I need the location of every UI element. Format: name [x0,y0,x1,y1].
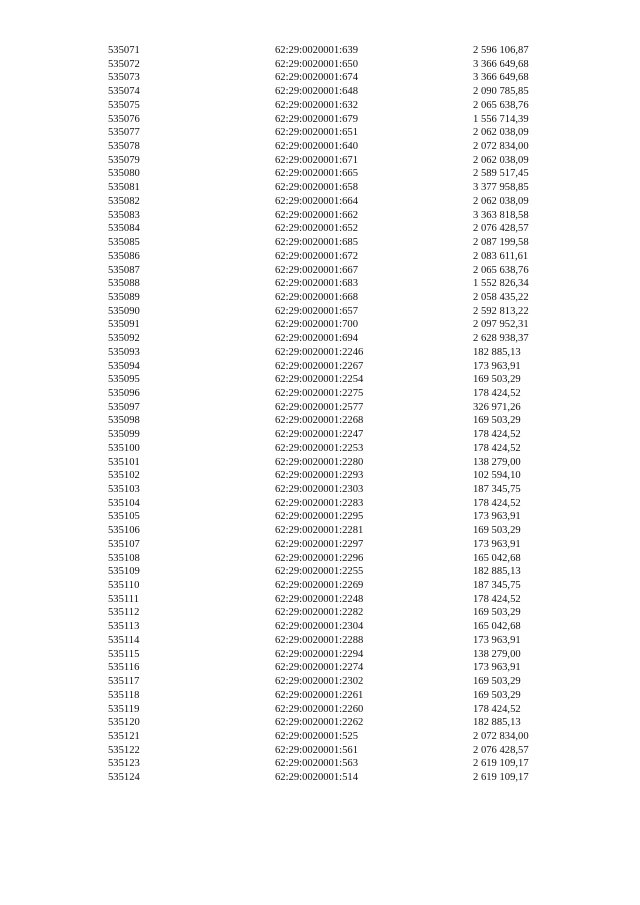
row-number-cell: 535074 [108,86,140,98]
table-row [108,209,548,223]
table-row [108,689,548,703]
cadastral-value-cell: 2 065 638,76 [473,264,529,276]
row-number-cell: 535084 [108,223,140,235]
cadastral-number-cell: 62:29:0020001:2255 [275,566,364,578]
table-row [108,401,548,415]
table-row [108,552,548,566]
table-row [108,771,548,785]
table-row [108,126,548,140]
cadastral-number-cell: 62:29:0020001:2304 [275,621,364,633]
cadastral-number-cell: 62:29:0020001:525 [275,730,358,742]
table-row [108,469,548,483]
cadastral-value-cell: 2 065 638,76 [473,99,529,111]
row-number-cell: 535123 [108,758,140,770]
row-number-cell: 535103 [108,484,140,495]
row-number-cell: 535083 [108,209,140,221]
cadastral-value-cell: 169 503,29 [473,525,521,537]
cadastral-value-cell: 3 377 958,85 [473,182,529,194]
cadastral-number-cell: 62:29:0020001:2577 [275,401,364,413]
row-number-cell: 535118 [108,689,140,701]
cadastral-number-cell: 62:29:0020001:667 [275,264,358,276]
cadastral-number-cell: 62:29:0020001:514 [275,772,358,784]
cadastral-number-cell: 62:29:0020001:563 [275,758,358,770]
cadastral-number-cell: 62:29:0020001:2293 [275,470,364,482]
cadastral-number-cell: 62:29:0020001:2282 [275,607,364,619]
table-row [108,264,548,278]
cadastral-value-cell: 169 503,29 [473,689,521,701]
row-number-cell: 535094 [108,360,140,372]
cadastral-value-cell: 165 042,68 [473,621,521,633]
table-row [108,291,548,305]
cadastral-value-cell: 169 503,29 [473,607,521,619]
row-number-cell: 535108 [108,552,140,564]
cadastral-value-cell: 2 076 428,57 [473,223,529,235]
row-number-cell: 535114 [108,634,140,646]
cadastral-number-cell: 62:29:0020001:2275 [275,387,364,399]
cadastral-value-cell: 182 885,13 [473,566,521,578]
table-row [108,140,548,154]
table-row [108,167,548,181]
cadastral-value-cell: 2 062 038,09 [473,154,529,166]
cadastral-number-cell: 62:29:0020001:668 [275,291,358,303]
table-row [108,360,548,374]
cadastral-number-cell: 62:29:0020001:2269 [275,580,364,592]
table-row [108,428,548,442]
row-number-cell: 535078 [108,141,140,153]
row-number-cell: 535091 [108,319,140,331]
row-number-cell: 535075 [108,99,140,111]
cadastral-number-cell: 62:29:0020001:683 [275,278,358,290]
cadastral-number-cell: 62:29:0020001:700 [275,319,358,331]
cadastral-value-cell: 2 619 109,17 [473,758,529,770]
cadastral-number-cell: 62:29:0020001:2261 [275,689,364,701]
row-number-cell: 535071 [108,45,140,56]
row-number-cell: 535105 [108,511,140,523]
row-number-cell: 535106 [108,525,140,537]
cadastral-value-cell: 173 963,91 [473,634,521,646]
cadastral-number-cell: 62:29:0020001:2253 [275,442,364,454]
table-row [108,277,548,291]
cadastral-number-cell: 62:29:0020001:658 [275,182,358,194]
cadastral-number-cell: 62:29:0020001:2295 [275,511,364,523]
table-row [108,483,548,497]
cadastral-value-cell: 173 963,91 [473,538,521,550]
cadastral-value-cell: 2 592 813,22 [473,305,529,317]
row-number-cell: 535097 [108,401,140,413]
cadastral-number-cell: 62:29:0020001:650 [275,58,358,70]
table-row [108,524,548,538]
table-row [108,744,548,758]
cadastral-value-cell: 138 279,00 [473,456,521,468]
table-row [108,99,548,113]
cadastral-value-cell: 187 345,75 [473,580,521,592]
table-row [108,730,548,744]
cadastral-number-cell: 62:29:0020001:2302 [275,676,364,688]
row-number-cell: 535099 [108,429,140,441]
row-number-cell: 535076 [108,113,140,125]
cadastral-value-cell: 182 885,13 [473,717,521,729]
cadastral-number-cell: 62:29:0020001:662 [275,209,358,221]
row-number-cell: 535073 [108,72,140,84]
cadastral-value-cell: 2 083 611,61 [473,250,529,262]
cadastral-value-cell: 3 363 818,58 [473,209,529,221]
cadastral-value-cell: 178 424,52 [473,442,521,454]
cadastral-number-cell: 62:29:0020001:2280 [275,456,364,468]
cadastral-number-cell: 62:29:0020001:640 [275,141,358,153]
table-row [108,373,548,387]
cadastral-number-cell: 62:29:0020001:674 [275,72,358,84]
cadastral-number-cell: 62:29:0020001:2262 [275,717,364,729]
cadastral-number-cell: 62:29:0020001:657 [275,305,358,317]
row-number-cell: 535111 [108,593,139,605]
cadastral-number-cell: 62:29:0020001:652 [275,223,358,235]
table-row [108,703,548,717]
table-row [108,113,548,127]
table-row [108,675,548,689]
cadastral-number-cell: 62:29:0020001:2267 [275,360,364,372]
cadastral-value-cell: 1 552 826,34 [473,278,529,290]
row-number-cell: 535089 [108,291,140,303]
table-row [108,565,548,579]
cadastral-value-cell: 2 628 938,37 [473,333,529,345]
cadastral-value-cell: 2 619 109,17 [473,772,529,784]
table-row [108,318,548,332]
cadastral-value-cell: 2 090 785,85 [473,86,529,98]
cadastral-value-cell: 173 963,91 [473,511,521,523]
row-number-cell: 535087 [108,264,140,276]
table-row [108,387,548,401]
cadastral-value-cell: 2 087 199,58 [473,237,529,249]
cadastral-value-cell: 173 963,91 [473,662,521,674]
table-row [108,85,548,99]
table-row [108,346,548,360]
cadastral-value-cell: 182 885,13 [473,346,521,358]
cadastral-value-cell: 169 503,29 [473,374,521,386]
table-row [108,593,548,607]
row-number-cell: 535107 [108,538,140,550]
row-number-cell: 535116 [108,662,140,674]
cadastral-value-cell: 169 503,29 [473,415,521,427]
cadastral-value-cell: 2 062 038,09 [473,127,529,139]
row-number-cell: 535098 [108,415,140,427]
cadastral-number-cell: 62:29:0020001:639 [275,45,358,56]
cadastral-number-cell: 62:29:0020001:561 [275,744,358,756]
cadastral-value-cell: 173 963,91 [473,360,521,372]
table-row [108,414,548,428]
cadastral-number-cell: 62:29:0020001:665 [275,168,358,180]
table-row [108,510,548,524]
cadastral-number-cell: 62:29:0020001:2260 [275,703,364,715]
cadastral-number-cell: 62:29:0020001:2283 [275,497,364,509]
cadastral-number-cell: 62:29:0020001:2254 [275,374,364,386]
cadastral-number-cell: 62:29:0020001:679 [275,113,358,125]
cadastral-number-cell: 62:29:0020001:2246 [275,346,364,358]
cadastral-value-cell: 2 589 517,45 [473,168,529,180]
table-row [108,58,548,72]
cadastral-value-cell: 2 097 952,31 [473,319,529,331]
cadastral-value-cell: 187 345,75 [473,484,521,495]
table-row [108,716,548,730]
row-number-cell: 535119 [108,703,140,715]
table-row [108,648,548,662]
table-row [108,442,548,456]
cadastral-value-cell: 3 366 649,68 [473,72,529,84]
cadastral-number-cell: 62:29:0020001:672 [275,250,358,262]
table-row [108,222,548,236]
cadastral-number-cell: 62:29:0020001:2303 [275,484,364,495]
table-row [108,181,548,195]
row-number-cell: 535110 [108,580,140,592]
cadastral-value-cell: 2 062 038,09 [473,195,529,207]
cadastral-number-cell: 62:29:0020001:632 [275,99,358,111]
row-number-cell: 535102 [108,470,140,482]
cadastral-value-cell: 138 279,00 [473,648,521,660]
table-row [108,620,548,634]
row-number-cell: 535088 [108,278,140,290]
cadastral-value-cell: 2 072 834,00 [473,730,529,742]
table-row [108,236,548,250]
cadastral-value-cell: 2 058 435,22 [473,291,529,303]
row-number-cell: 535104 [108,497,140,509]
cadastral-value-cell: 102 594,10 [473,470,521,482]
row-number-cell: 535079 [108,154,140,166]
cadastral-value-cell: 178 424,52 [473,429,521,441]
table-row [108,456,548,470]
table-row [108,332,548,346]
row-number-cell: 535113 [108,621,140,633]
table-row [108,606,548,620]
cadastral-number-cell: 62:29:0020001:2297 [275,538,364,550]
row-number-cell: 535085 [108,237,140,249]
row-number-cell: 535095 [108,374,140,386]
cadastral-number-cell: 62:29:0020001:2281 [275,525,364,537]
row-number-cell: 535109 [108,566,140,578]
cadastral-number-cell: 62:29:0020001:2296 [275,552,364,564]
cadastral-number-cell: 62:29:0020001:685 [275,237,358,249]
cadastral-number-cell: 62:29:0020001:2288 [275,634,364,646]
table-row [108,634,548,648]
cadastral-value-cell: 178 424,52 [473,593,521,605]
row-number-cell: 535092 [108,333,140,345]
table-row [108,497,548,511]
cadastral-number-cell: 62:29:0020001:694 [275,333,358,345]
row-number-cell: 535093 [108,346,140,358]
table-row [108,71,548,85]
table-row [108,579,548,593]
cadastral-value-table [108,44,548,785]
cadastral-value-cell: 178 424,52 [473,387,521,399]
cadastral-number-cell: 62:29:0020001:2248 [275,593,364,605]
table-row [108,538,548,552]
row-number-cell: 535122 [108,744,140,756]
row-number-cell: 535080 [108,168,140,180]
row-number-cell: 535112 [108,607,140,619]
row-number-cell: 535121 [108,730,140,742]
table-row [108,154,548,168]
row-number-cell: 535117 [108,676,140,688]
cadastral-value-cell: 3 366 649,68 [473,58,529,70]
row-number-cell: 535081 [108,182,140,194]
row-number-cell: 535120 [108,717,140,729]
row-number-cell: 535115 [108,648,140,660]
row-number-cell: 535077 [108,127,140,139]
cadastral-value-cell: 1 556 714,39 [473,113,529,125]
table-row [108,661,548,675]
cadastral-value-cell: 169 503,29 [473,676,521,688]
cadastral-value-cell: 165 042,68 [473,552,521,564]
row-number-cell: 535090 [108,305,140,317]
cadastral-number-cell: 62:29:0020001:671 [275,154,358,166]
table-row [108,757,548,771]
row-number-cell: 535124 [108,772,140,784]
row-number-cell: 535096 [108,387,140,399]
cadastral-value-cell: 326 971,26 [473,401,521,413]
cadastral-value-cell: 178 424,52 [473,703,521,715]
cadastral-number-cell: 62:29:0020001:2268 [275,415,364,427]
row-number-cell: 535082 [108,195,140,207]
cadastral-value-cell: 2 072 834,00 [473,141,529,153]
table-row [108,305,548,319]
cadastral-value-cell: 2 596 106,87 [473,45,529,56]
cadastral-value-cell: 178 424,52 [473,497,521,509]
row-number-cell: 535072 [108,58,140,70]
cadastral-number-cell: 62:29:0020001:651 [275,127,358,139]
cadastral-number-cell: 62:29:0020001:2294 [275,648,364,660]
row-number-cell: 535101 [108,456,140,468]
table-row [108,195,548,209]
table-row [108,250,548,264]
row-number-cell: 535100 [108,442,140,454]
cadastral-number-cell: 62:29:0020001:648 [275,86,358,98]
row-number-cell: 535086 [108,250,140,262]
cadastral-value-cell: 2 076 428,57 [473,744,529,756]
cadastral-number-cell: 62:29:0020001:2274 [275,662,364,674]
table-body [108,44,548,785]
cadastral-number-cell: 62:29:0020001:664 [275,195,358,207]
cadastral-number-cell: 62:29:0020001:2247 [275,429,364,441]
table-row [108,44,548,58]
